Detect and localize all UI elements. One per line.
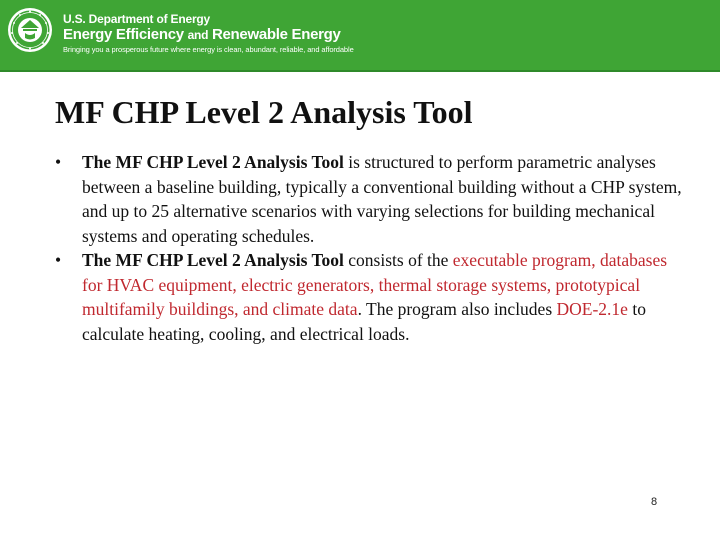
bullet-item-1 [55, 150, 685, 248]
bullet-text: to calculate heating, cooling, and electrical loads. [82, 299, 646, 344]
office-name-and: and [187, 28, 209, 42]
doe-seal-icon [7, 7, 53, 53]
tool-name: The MF CHP Level 2 Analysis Tool [82, 152, 344, 172]
bullet-text: is structured to perform parametric analyses between a baseline building, typically a conventional building without a CHP system, and up to 25 alternative scenarios with varying selections for building mechanical systems and operating schedules. [82, 152, 682, 246]
office-name-part1: Energy Efficiency [63, 26, 184, 43]
slide-title: MF CHP Level 2 Analysis Tool [55, 94, 473, 130]
banner-text [63, 12, 354, 55]
tool-name: The MF CHP Level 2 Analysis Tool [82, 250, 344, 270]
office-name-part2: Renewable Energy [211, 26, 341, 43]
banner-tagline: Bringing you a prosperous future where energy is clean, abundant, reliable, and affordable [63, 45, 354, 54]
highlighted-doe2: DOE-2.1e [556, 299, 628, 319]
bullet-marker: • [55, 250, 62, 270]
bullet-item-2 [55, 248, 685, 346]
page-number: 8 [651, 496, 658, 508]
bullet-text: . The program also includes [357, 299, 557, 319]
office-name [63, 26, 354, 44]
bullet-list [55, 150, 685, 346]
bullet-text: consists of the [343, 250, 453, 270]
department-name: U.S. Department of Energy [63, 12, 211, 26]
doe-eere-banner [0, 0, 720, 72]
highlighted-components: executable program, databases for HVAC equipment, electric generators, thermal storage systems, prototypical multifamily buildings, and climate data [82, 250, 668, 319]
bullet-marker: • [55, 152, 62, 172]
